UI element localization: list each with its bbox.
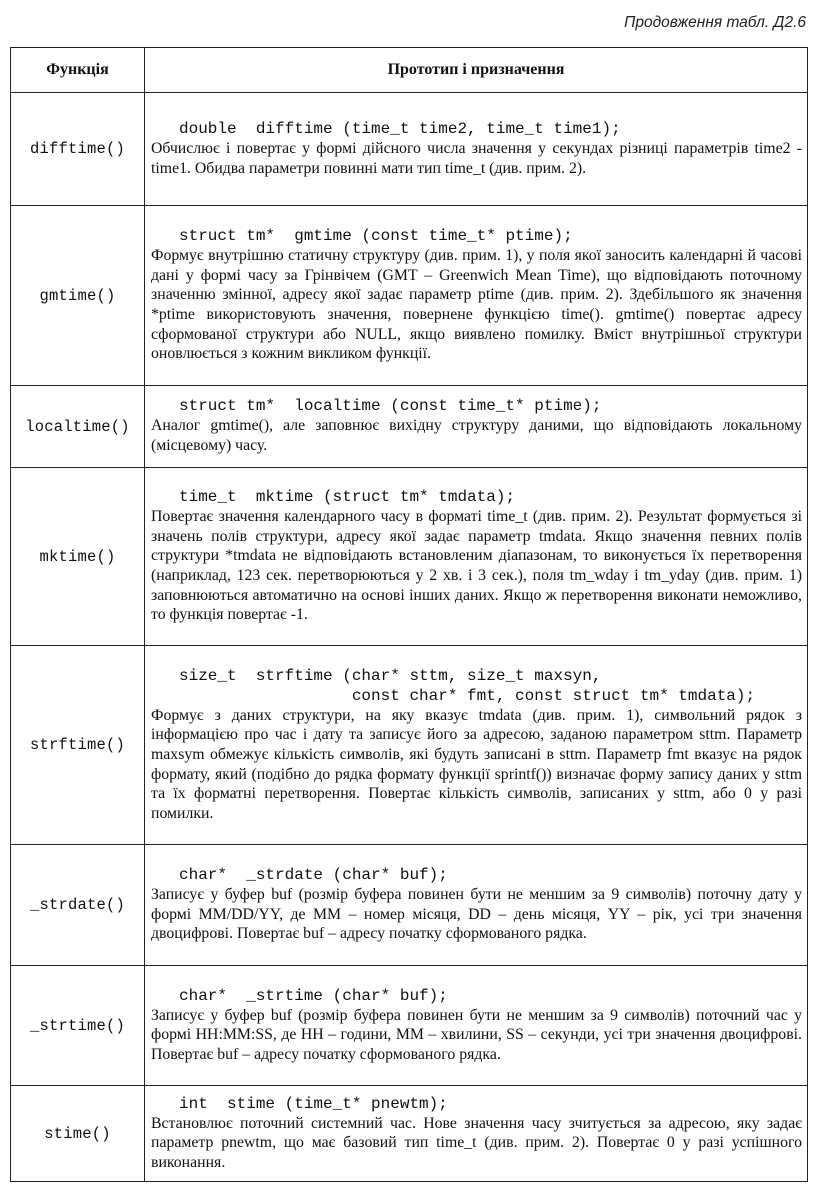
function-prototype: struct tm* localtime (const time_t* ptime);: [179, 397, 602, 416]
table-row: [11, 468, 808, 646]
function-name: _strdate(): [11, 845, 145, 966]
function-prototype: char* _strdate (char* buf);: [179, 866, 448, 885]
function-name: mktime(): [11, 468, 145, 646]
function-name: _strtime(): [11, 966, 145, 1086]
function-description: Формує внутрішню статичну структуру (див. прим. 1), у поля якої заносить календарні й часові дані у формі часу за Грінвічем (GMT – Greenwich Mean Time), що відповідають поточному значенню змінної, адресу якої задає параметр ptime (див. прим. 2). Здебільшого як значення *ptime використовують значення, повернене функцією time(). gmtime() повертає адресу сформованої структури або NULL, якщо виявлено помилку. Вміст внутрішньої структури оновлюється з кожним викликом функції.: [151, 247, 802, 363]
table-caption: Продовження табл. Д2.6: [624, 14, 806, 31]
function-name: difftime(): [11, 93, 145, 206]
function-name: strftime(): [11, 646, 145, 845]
description-cell: [145, 845, 808, 966]
description-cell: [145, 468, 808, 646]
function-prototype: double difftime (time_t time2, time_t time1);: [179, 119, 621, 138]
function-description: Аналог gmtime(), але заповнює вихідну структуру даними, що відповідають локальному (місцевому) часу.: [151, 417, 802, 454]
functions-table: [10, 47, 808, 1182]
function-prototype: time_t mktime (struct tm* tmdata);: [179, 488, 516, 507]
function-description: Повертає значення календарного часу в форматі time_t (див. прим. 2). Результат формується зі значень полів структури, адресу якої задає параметр tmdata. Якщо значення певних полів структури *tmdata не відповідають встановленим діапазонам, то виконується їх перетворення (наприклад, 123 сек. перетворюються у 2 хв. і 3 сек.), поля tm_wday і tm_yday (див. прим. 1) заповнюються автоматично на основі інших даних. Якщо ж перетворення виконати неможливо, то функція повертає -1.: [151, 508, 802, 624]
function-description: Обчислює і повертає у формі дійсного числа значення у секундах різниці параметрів time2 - time1. Обидва параметри повинні мати тип time_t (див. прим. 2).: [151, 139, 802, 177]
description-cell: [145, 1086, 808, 1182]
function-description: Встановлює поточний системний час. Нове значення часу зчитується за адресою, яку задає параметр pnewtm, що має базовий тип time_t (див. прим. 2). Повертає 0 у разі успішного виконання.: [151, 1114, 802, 1171]
table-row: [11, 845, 808, 966]
function-prototype: int stime (time_t* pnewtm);: [179, 1094, 448, 1113]
table-row: [11, 966, 808, 1086]
function-name: localtime(): [11, 386, 145, 468]
table-row: [11, 93, 808, 206]
header-row: [11, 48, 808, 93]
table-row: [11, 206, 808, 386]
function-name: stime(): [11, 1086, 145, 1182]
table-row: [11, 1086, 808, 1182]
function-description: Формує з даних структури, на яку вказує tmdata (див. прим. 1), символьний рядок з інформацією про час і дату та записує його за адресою, заданою параметром sttm. Параметр maxsym обмежує кількість символів, які будуть записані в sttm. Параметр fmt вказує на рядок формату, який (подібно до рядка формату функції sprintf()) визначає форму запису даних у sttm та їх форматні перетворення. Повертає кількість символів, записаних у sttm, або 0 у разі помилки.: [151, 706, 802, 822]
header-function: Функція: [11, 48, 145, 93]
function-name: gmtime(): [11, 206, 145, 386]
table-row: [11, 386, 808, 468]
function-description: Записує у буфер buf (розмір буфера повинен бути не меншим за 9 символів) поточну дату у формі MM/DD/YY, де MM – номер місяця, DD – день місяця, YY – рік, усі три значення двоцифрові. Повертає buf – адресу початку сформованого рядка.: [151, 886, 802, 943]
function-description: Записує у буфер buf (розмір буфера повинен бути не меншим за 9 символів) поточний час у формі HH:MM:SS, де HH – години, MM – хвилини, SS – секунди, усі три значення двоцифрові. Повертає buf – адресу початку сформованого рядка.: [151, 1006, 802, 1063]
table-row: [11, 646, 808, 845]
description-cell: [145, 646, 808, 845]
description-cell: [145, 386, 808, 468]
description-cell: [145, 206, 808, 386]
description-cell: [145, 966, 808, 1086]
description-cell: [145, 93, 808, 206]
function-prototype: size_t strftime (char* sttm, size_t maxsyn, const char* fmt, const struct tm* tmdata);: [179, 666, 756, 705]
function-prototype: char* _strtime (char* buf);: [179, 986, 448, 1005]
function-prototype: struct tm* gmtime (const time_t* ptime);: [179, 227, 573, 246]
header-prototype: Прототип і призначення: [145, 48, 808, 93]
